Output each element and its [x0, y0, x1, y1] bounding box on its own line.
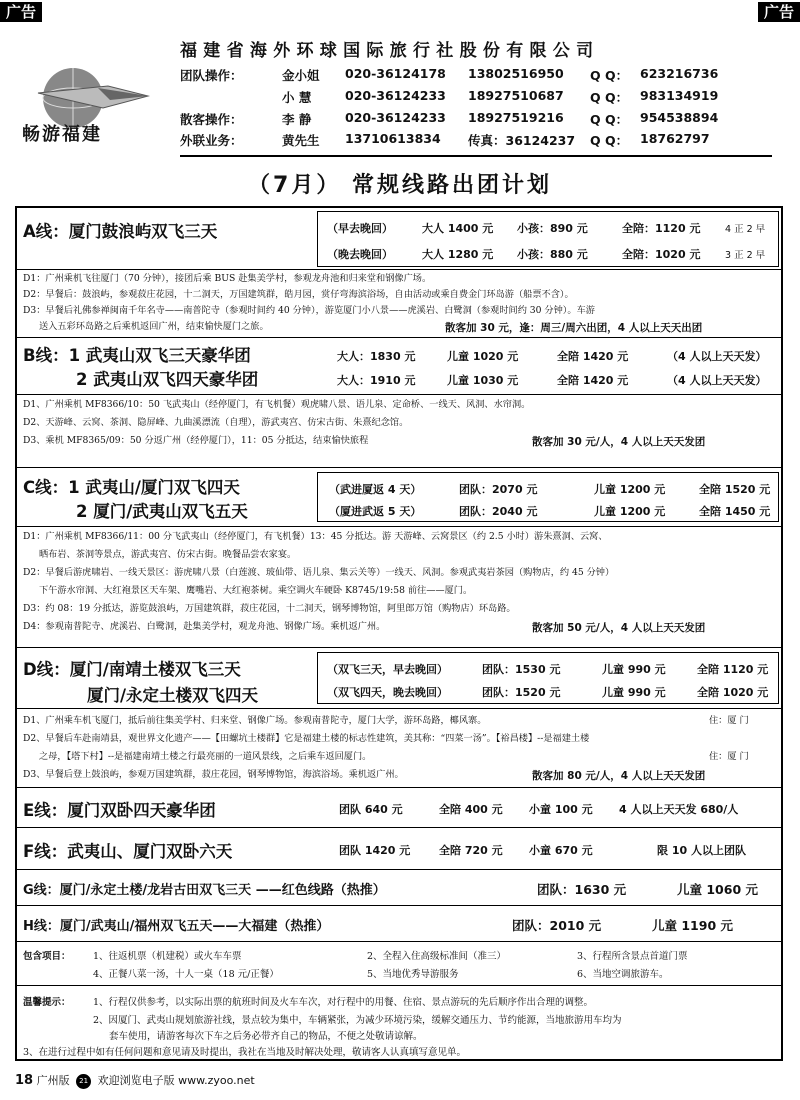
line-b-title-2: 2 武夷山双飞四天豪华团 [76, 370, 259, 389]
tip-item: 1、行程仅供参考，以实际出票的航班时间及火车车次，对行程中的用餐、住宿、景点游玩的先后顺序作出合理的调整。 [93, 997, 594, 1008]
day-item: D3、乘机 MF8365/09：50 分返广州（经停厦门），11：05 分抵达，结束愉快旅程 [23, 435, 369, 446]
day-item: D1：广州乘机飞往厦门（70 分钟），接团后乘 BUS 赴集美学村，参观龙舟池和归来堂和钢像广场。 [23, 273, 432, 284]
line-g-title: G线：厦门/永定土楼/龙岩古田双飞三天 ——红色线路（热推） [23, 883, 386, 898]
line-d-summary: 散客加 80 元/人，4 人以上天天发团 [532, 770, 706, 782]
tip-item: 套车使用，请游客每次下车之后务必带齐自己的物品，不便之处敬请谅解。 [109, 1031, 423, 1042]
footer-text: 欢迎浏览电子版 [97, 1074, 175, 1087]
include-item: 4、正餐八菜一汤，十人一桌（18 元/正餐） [93, 969, 279, 980]
line-d-title-1: D线：厦门/南靖土楼双飞三天 [23, 660, 241, 679]
day-item: D4：参观南普陀寺、虎溪岩、白鹭洞，赴集美学村，观龙舟池、钢像广场。乘机返广州。 [23, 621, 386, 632]
line-f-title: F线：武夷山、厦门双卧六天 [23, 842, 233, 861]
footer-url[interactable]: www.zyoo.net [178, 1074, 255, 1087]
line-h-title: H线：厦门/武夷山/福州双飞五天——大福建（热推） [23, 919, 330, 934]
day-item: 晒布岩、茶洞等景点，游武夷宫、仿宋古街。晚餐品尝农家宴。 [39, 549, 297, 560]
stay-note: 住：厦 门 [709, 715, 749, 726]
day-item: 下午游水帘洞、大红袍景区天车架、鹰嘴岩、大红袍茶树。乘空调火车硬卧 K8745/19:58 前往——厦门。 [39, 585, 473, 596]
tips-label: 温馨提示： [23, 997, 71, 1008]
day-item: D2：早餐后游虎啸岩、一线天景区：游虎啸八景（白莲渡、玻仙带、语儿泉、集云关等）一线天、风洞。参观武夷岩茶园（购物店，约 45 分钟） [23, 567, 615, 578]
include-item: 6、当地空调旅游车。 [577, 969, 669, 980]
line-e-section: E线：厦门双卧四天豪华团 团队 640 元 全陪 400 元 小童 100 元 4 人以上天天发 680/人 [17, 788, 781, 828]
include-item: 5、当地优秀导游服务 [367, 969, 459, 980]
include-item: 2、全程入住高级标准间（准三） [367, 951, 507, 962]
header-divider [180, 155, 772, 157]
itinerary-table [15, 206, 783, 1061]
tip-item: 2、因厦门、武夷山规划旅游社线，景点较为集中，车辆紧张，为减少环境污染，缓解交通压力、节约能源，当地旅游用车均为 [93, 1015, 622, 1026]
include-item: 3、行程所含景点首道门票 [577, 951, 688, 962]
day-item: D1、广州乘车机飞厦门，抵后前往集美学村、归来堂、钢像广场。参观南普陀寺，厦门大学，游环岛路，椰风寨。 [23, 715, 487, 726]
line-h-section: H线：厦门/武夷山/福州双飞五天——大福建（热推） 团队：2010 元 儿童 1190 元 [17, 906, 781, 942]
line-c-title-1: C线：1 武夷山/厦门双飞四天 [23, 478, 240, 497]
line-d-section: D线：厦门/南靖土楼双飞三天 厦门/永定土楼双飞四天 （双飞三天，早去晚回） 团队：1530 元 儿童 990 元 全陪 1120 元 （双飞四天，晚去晚回） 团队：1520 元 儿童 990 元 全陪 1020 元 D1、广州乘车机飞厦门，抵后前往集美学村、归来堂、钢像广场。参观南普陀寺，厦门大学，游环岛路，椰风寨。 住：厦 门 D2、早餐后车赴南靖县，观世界文化遗产——【田螺坑土楼群】它是福建土楼的标志性建筑，美其称：“四菜一汤”。【裕昌楼】--是福建土楼 之母，【塔下村】--是福建南靖土楼之行最亮丽的一道风景线，之后乘车返回厦门。 住：厦 门 D3、早餐后登上鼓浪屿，参观万国建筑群，菽庄花园，钢琴博物馆，海滨浴场。乘机返广州。 散客加 80 元/人，4 人以上天天发团 [17, 648, 781, 788]
page-footer [15, 1072, 255, 1089]
line-a-section: A线：厦门鼓浪屿双飞三天 （早去晚回） 大人 1400 元 小孩：890 元 全陪：1120 元 4 正 2 早 （晚去晚回） 大人 1280 元 小孩：880 元 全陪：1020 元 3 正 2 早 D1：广州乘机飞往厦门（70 分钟），接团后乘 BUS 赴集美学村，参观龙舟池和归来堂和钢像广场。 D2：早餐后：鼓浪屿，参观菽庄花园，十二洞天，万国建筑群，皓月园，赏仔弯海滨浴场，自由活动或乘自费金门环岛游（船票不含）。 D3：早餐后礼佛参禅闽南千年名寺——南普陀寺（参观时间约 40 分钟），游览厦门小八景——虎溪岩、白鹭洞（参观时间约 30 分钟）。车游 送入五彩环岛路之后乘机返回广州，结束愉快厦门之旅。 散客加 30 元，逢：周三/周六出团，4 人以上天天出团 [17, 208, 781, 338]
day-item: D3：约 08：19 分抵达，游览鼓浪屿，万国建筑群，菽庄花园，十二洞天，钢琴博物馆，阿里郎万馆（购物店）环岛路。 [23, 603, 516, 614]
company-name: 福建省海外环球国际旅行社股份有限公司 [180, 41, 600, 61]
day-item: D2、早餐后车赴南靖县，观世界文化遗产——【田螺坑土楼群】它是福建土楼的标志性建筑，美其称：“四菜一汤”。【裕昌楼】--是福建土楼 [23, 733, 590, 744]
day-item: D2、天游峰、云窝、茶洞、隐屏峰、九曲溪漂流（自理），游武夷宫、仿宋古街、朱熹纪念馆。 [23, 417, 409, 428]
include-item: 1、往返机票（机建税）或火车车票 [93, 951, 242, 962]
line-c-section: C线：1 武夷山/厦门双飞四天 2 厦门/武夷山双飞五天 （武进厦返 4 天） 团队：2070 元 儿童 1200 元 全陪 1520 元 （厦进武返 5 天） 团队：2040 元 儿童 1200 元 全陪 1450 元 D1：广州乘机 MF8366/11：00 分飞武夷山（经停厦门，有飞机餐）13：45 分抵达。游 天游峰、云窝景区（约 2.5 小时）游朱熹洞、云窝、 晒布岩、茶洞等景点，游武夷宫、仿宋古街。晚餐品尝农家宴。 D2：早餐后游虎啸岩、一线天景区：游虎啸八景（白莲渡、玻仙带、语儿泉、集云关等）一线天、风洞。参观武夷岩茶园（购物店，约 45 分钟） 下午游水帘洞、大红袍景区天车架、鹰嘴岩、大红袍茶树。乘空调火车硬卧 K8745/19:58 前往——厦门。 D3：约 08：19 分抵达，游览鼓浪屿，万国建筑群，菽庄花园，十二洞天，钢琴博物馆，阿里郎万馆（购物店）环岛路。 D4：参观南普陀寺、虎溪岩、白鹭洞，赴集美学村，观龙舟池、钢像广场。乘机返广州。 散客加 50 元/人，4 人以上天天发团 [17, 468, 781, 648]
edition-label: 广州版 [36, 1074, 70, 1087]
ad-label-left: 广告 [0, 2, 42, 22]
line-a-title: A线：厦门鼓浪屿双飞三天 [23, 222, 218, 241]
plan-title: （7月） 常规线路出团计划 [248, 173, 552, 198]
line-c-summary: 散客加 50 元/人，4 人以上天天发团 [532, 622, 706, 634]
day-item: 送入五彩环岛路之后乘机返回广州，结束愉快厦门之旅。 [39, 321, 269, 332]
ad-label-right: 广告 [758, 2, 800, 22]
line-f-section: F线：武夷山、厦门双卧六天 团队 1420 元 全陪 720 元 小童 670 元 限 10 人以上团队 [17, 828, 781, 870]
includes-label: 包含项目： [23, 951, 71, 962]
day-item: D3：早餐后礼佛参禅闽南千年名寺——南普陀寺（参观时间约 40 分钟），游览厦门小八景——虎溪岩、白鹭洞（参观时间约 30 分钟）。车游 [23, 305, 595, 316]
day-item: D1：广州乘机 MF8366/11：00 分飞武夷山（经停厦门，有飞机餐）13：45 分抵达。游 天游峰、云窝景区（约 2.5 小时）游朱熹洞、云窝、 [23, 531, 608, 542]
line-b-title-1: B线：1 武夷山双飞三天豪华团 [23, 346, 251, 365]
day-item: D3、早餐后登上鼓浪屿，参观万国建筑群，菽庄花园，钢琴博物馆，海滨浴场。乘机返广州。 [23, 769, 404, 780]
day-item: 之母，【塔下村】--是福建南靖土楼之行最亮丽的一道风景线，之后乘车返回厦门。 [39, 751, 372, 762]
day-item: D2：早餐后：鼓浪屿，参观菽庄花园，十二洞天，万国建筑群，皓月园，赏仔弯海滨浴场，自由活动或乘自费金门环岛游（船票不含）。 [23, 289, 574, 300]
stay-note: 住：厦 门 [709, 751, 749, 762]
page-number: 18 [15, 1073, 34, 1088]
day-item: D1、广州乘机 MF8366/10：50 飞武夷山（经停厦门，有飞机餐）观虎啸八景、语儿泉、定命桥、一线天、风洞、水帘洞。 [23, 399, 531, 410]
line-a-summary: 散客加 30 元，逢：周三/周六出团，4 人以上天天出团 [445, 322, 703, 334]
line-e-title: E线：厦门双卧四天豪华团 [23, 801, 216, 820]
brand-name: 畅游福建 [22, 124, 102, 145]
line-c-title-2: 2 厦门/武夷山双飞五天 [76, 502, 248, 521]
line-d-title-2: 厦门/永定土楼双飞四天 [87, 686, 259, 705]
tip-item: 3、在进行过程中如有任何问题和意见请及时提出，我社在当地及时解决处理，敬请客人认真填写意见单。 [23, 1047, 467, 1058]
line-b-summary: 散客加 30 元/人，4 人以上天天发团 [532, 436, 706, 448]
line-b-section: B线：1 武夷山双飞三天豪华团 2 武夷山双飞四天豪华团 大人：1830 元 儿童 1020 元 全陪 1420 元 （4 人以上天天发） 大人：1910 元 儿童 1030 元 全陪 1420 元 （4 人以上天天发） D1、广州乘机 MF8366/10：50 飞武夷山（经停厦门，有飞机餐）观虎啸八景、语儿泉、定命桥、一线天、风洞、水帘洞。 D2、天游峰、云窝、茶洞、隐屏峰、九曲溪漂流（自理），游武夷宫、仿宋古街、朱熹纪念馆。 D3、乘机 MF8365/09：50 分返广州（经停厦门），11：05 分抵达，结束愉快旅程 散客加 30 元/人，4 人以上天天发团 [17, 338, 781, 468]
includes-section [17, 942, 781, 986]
newspaper-badge-icon: 21 [76, 1074, 91, 1089]
line-g-section: G线：厦门/永定土楼/龙岩古田双飞三天 ——红色线路（热推） 团队：1630 元 儿童 1060 元 [17, 870, 781, 906]
tips-section [17, 986, 781, 1060]
